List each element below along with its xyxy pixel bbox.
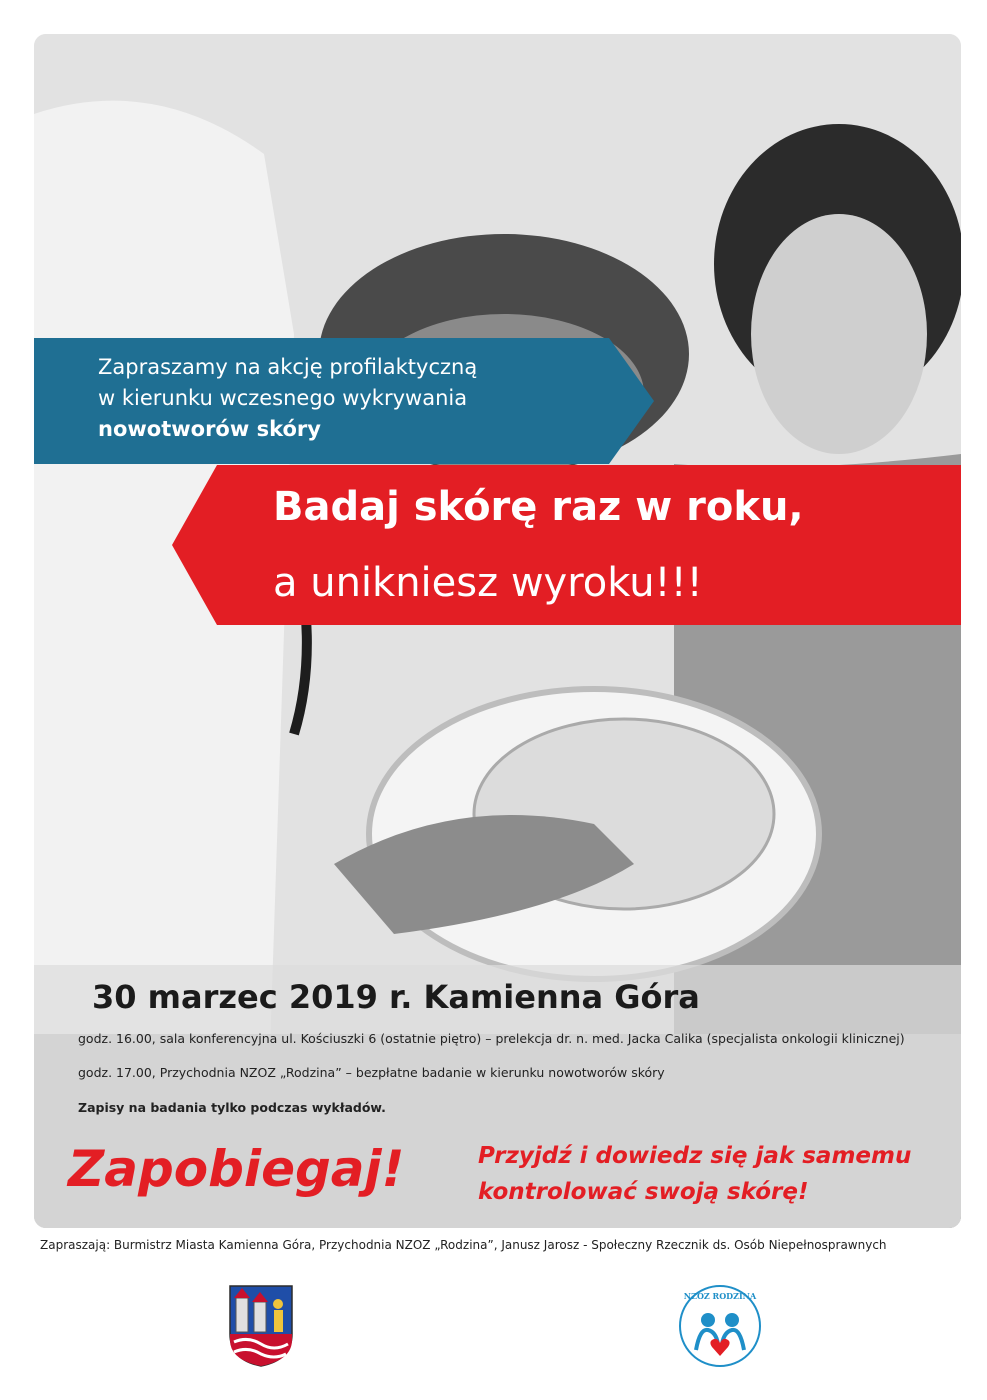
organizers-text: Zapraszają: Burmistrz Miasta Kamienna Góra, Przychodnia NZOZ „Rodzina”, Janusz Jarosz - Społeczny Rzecznik ds. Osób Niepełnosprawnych — [40, 1238, 887, 1252]
event-detail-lecture: godz. 16.00, sala konferencyjna ul. Kościuszki 6 (ostatnie piętro) – prelekcja dr. n. med. Jacka Calika (specjalista onkologii klinicznej) — [78, 1031, 905, 1046]
slogan-line-2: a unikniesz wyroku!!! — [273, 560, 703, 606]
event-detail-registration: Zapisy na badania tylko podczas wykładów. — [78, 1100, 386, 1115]
event-detail-screening: godz. 17.00, Przychodnia NZOZ „Rodzina” – bezpłatne badanie w kierunku nowotworów skóry — [78, 1065, 665, 1080]
cta-headline: Zapobiegaj! — [68, 1140, 405, 1198]
invitation-line-1: Zapraszamy na akcję profilaktyczną — [98, 355, 478, 379]
invitation-line-2: w kierunku wczesnego wykrywania — [98, 386, 468, 410]
invitation-text — [98, 352, 618, 445]
cta-line-2: kontrolować swoją skórę! — [478, 1179, 809, 1205]
nzoz-logo-text: NZOZ RODZINA — [683, 1291, 757, 1301]
invitation-line-3: nowotworów skóry — [98, 417, 321, 441]
event-date-place: 30 marzec 2019 r. Kamienna Góra — [92, 978, 700, 1016]
slogan-line-1: Badaj skórę raz w roku, — [273, 484, 804, 530]
cta-text — [478, 1138, 911, 1210]
cta-line-1: Przyjdź i dowiedz się jak samemu — [478, 1143, 912, 1169]
city-coat-of-arms-logo — [228, 1284, 294, 1368]
